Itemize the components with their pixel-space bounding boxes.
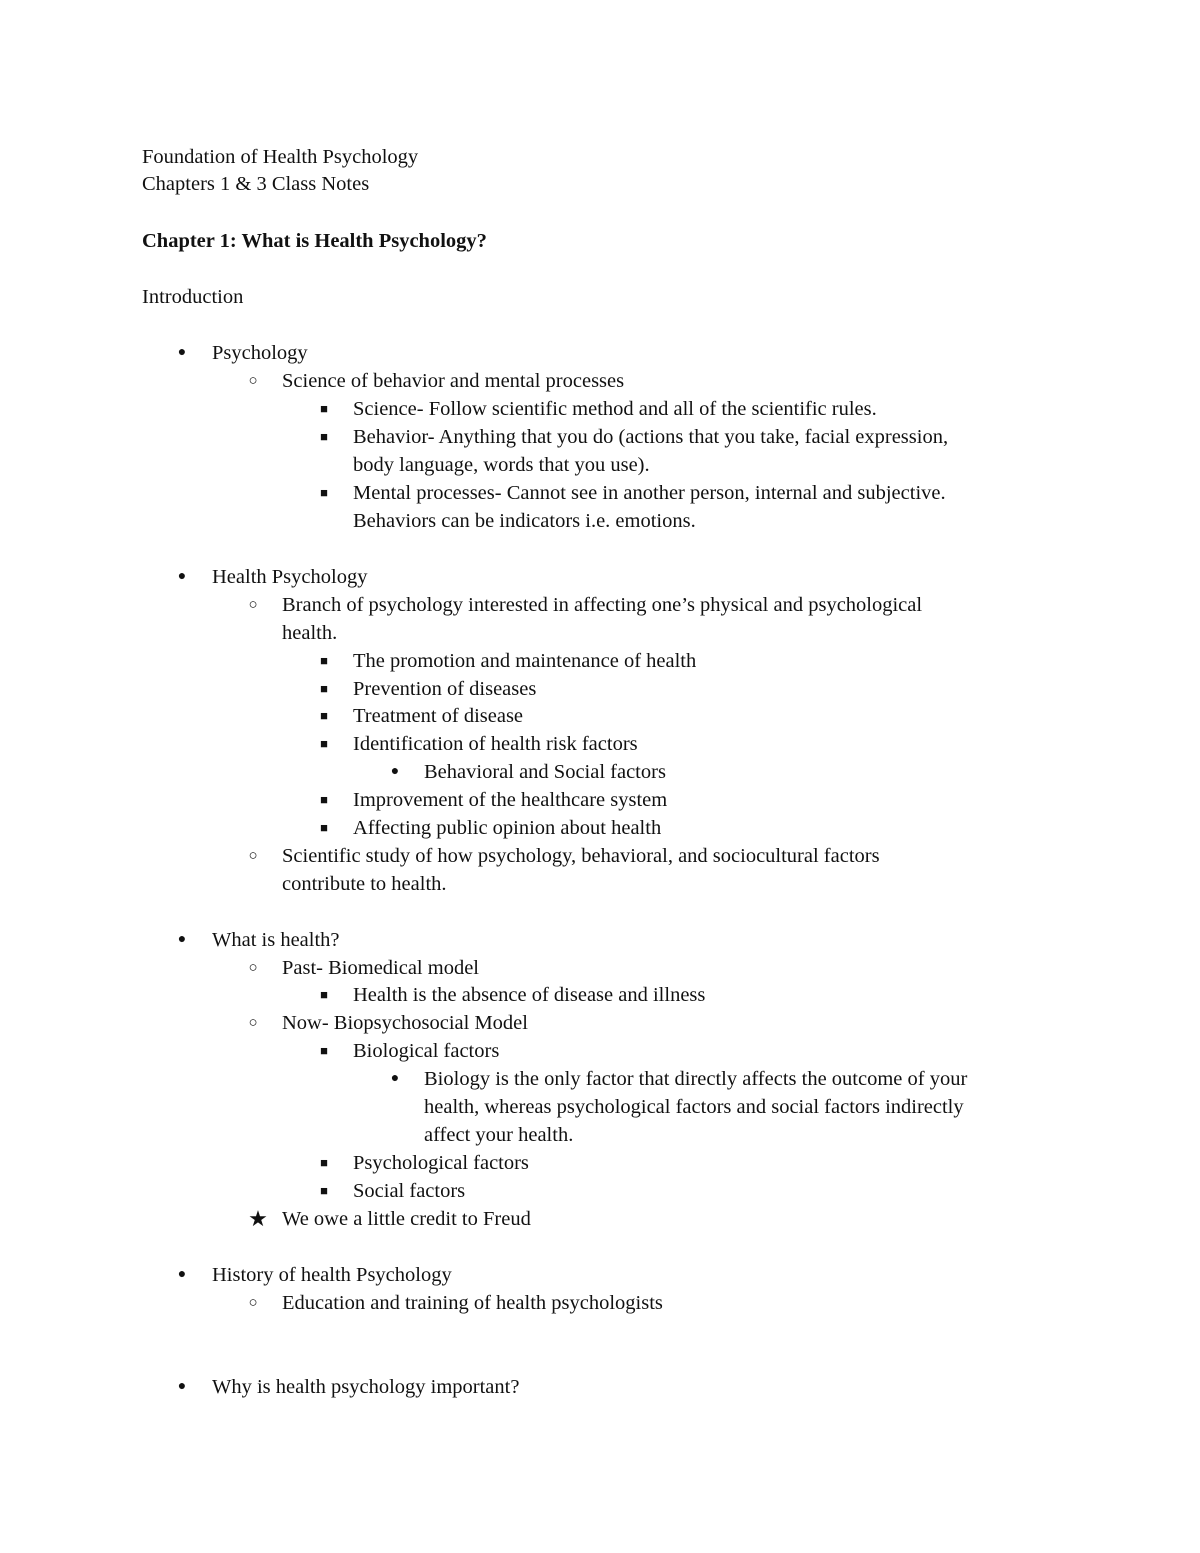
bullet-square-icon: ■ — [320, 708, 328, 723]
list-item-continued: Behaviors can be indicators i.e. emotions. — [353, 510, 696, 532]
list-item: Prevention of diseases — [353, 678, 537, 700]
bullet-square-icon: ■ — [320, 485, 328, 500]
star-icon: ★ — [248, 1206, 268, 1231]
list-item: Treatment of disease — [353, 705, 524, 727]
list-item: Psychology — [212, 342, 308, 364]
bullet-dot-icon: ● — [390, 764, 400, 779]
bullet-circle-icon: ○ — [248, 1015, 258, 1031]
list-item-continued: body language, words that you use). — [353, 454, 650, 476]
list-item: Social factors — [353, 1180, 466, 1202]
list-item: Why is health psychology important? — [212, 1376, 520, 1398]
bullet-square-icon: ■ — [320, 1155, 328, 1170]
list-item: Improvement of the healthcare system — [353, 789, 668, 811]
document-title: Foundation of Health Psychology — [142, 146, 419, 168]
list-item: What is health? — [212, 929, 340, 951]
section-heading: Introduction — [142, 286, 244, 308]
list-item: Behavior- Anything that you do (actions that you take, facial expression, — [353, 426, 949, 448]
list-item: Education and training of health psychologists — [282, 1292, 663, 1314]
list-item: Branch of psychology interested in affecting one’s physical and psychological — [282, 594, 923, 616]
list-item: Health Psychology — [212, 566, 368, 588]
bullet-dot-icon: ● — [177, 345, 187, 360]
bullet-square-icon: ■ — [320, 792, 328, 807]
bullet-circle-icon: ○ — [248, 373, 258, 389]
bullet-square-icon: ■ — [320, 820, 328, 835]
list-item: Behavioral and Social factors — [424, 761, 666, 783]
list-item-continued: contribute to health. — [282, 873, 447, 895]
list-item-continued: health, whereas psychological factors and social factors indirectly — [424, 1096, 964, 1118]
list-item: Identification of health risk factors — [353, 733, 638, 755]
bullet-circle-icon: ○ — [248, 848, 258, 864]
list-item: History of health Psychology — [212, 1264, 452, 1286]
list-item-continued: affect your health. — [424, 1124, 574, 1146]
bullet-dot-icon: ● — [177, 569, 187, 584]
bullet-square-icon: ■ — [320, 1183, 328, 1198]
bullet-dot-icon: ● — [177, 1379, 187, 1394]
bullet-dot-icon: ● — [177, 932, 187, 947]
bullet-circle-icon: ○ — [248, 960, 258, 976]
list-item: Psychological factors — [353, 1152, 529, 1174]
document-subtitle: Chapters 1 & 3 Class Notes — [142, 173, 370, 195]
bullet-circle-icon: ○ — [248, 597, 258, 613]
list-item: Biological factors — [353, 1040, 500, 1062]
bullet-square-icon: ■ — [320, 429, 328, 444]
list-item: Biology is the only factor that directly affects the outcome of your — [424, 1068, 968, 1090]
bullet-square-icon: ■ — [320, 681, 328, 696]
list-item: Past- Biomedical model — [282, 957, 479, 979]
list-item-continued: health. — [282, 622, 338, 644]
list-item: Affecting public opinion about health — [353, 817, 662, 839]
list-item: We owe a little credit to Freud — [282, 1208, 531, 1230]
bullet-dot-icon: ● — [390, 1071, 400, 1086]
list-item: Now- Biopsychosocial Model — [282, 1012, 528, 1034]
list-item: Scientific study of how psychology, behavioral, and sociocultural factors — [282, 845, 880, 867]
list-item: The promotion and maintenance of health — [353, 650, 697, 672]
list-item: Science- Follow scientific method and all of the scientific rules. — [353, 398, 877, 420]
bullet-square-icon: ■ — [320, 401, 328, 416]
bullet-square-icon: ■ — [320, 1043, 328, 1058]
bullet-square-icon: ■ — [320, 736, 328, 751]
bullet-circle-icon: ○ — [248, 1295, 258, 1311]
list-item: Science of behavior and mental processes — [282, 370, 625, 392]
bullet-square-icon: ■ — [320, 653, 328, 668]
list-item: Mental processes- Cannot see in another person, internal and subjective. — [353, 482, 946, 504]
chapter-heading: Chapter 1: What is Health Psychology? — [142, 230, 487, 252]
bullet-square-icon: ■ — [320, 987, 328, 1002]
bullet-dot-icon: ● — [177, 1267, 187, 1282]
list-item: Health is the absence of disease and illness — [353, 984, 706, 1006]
